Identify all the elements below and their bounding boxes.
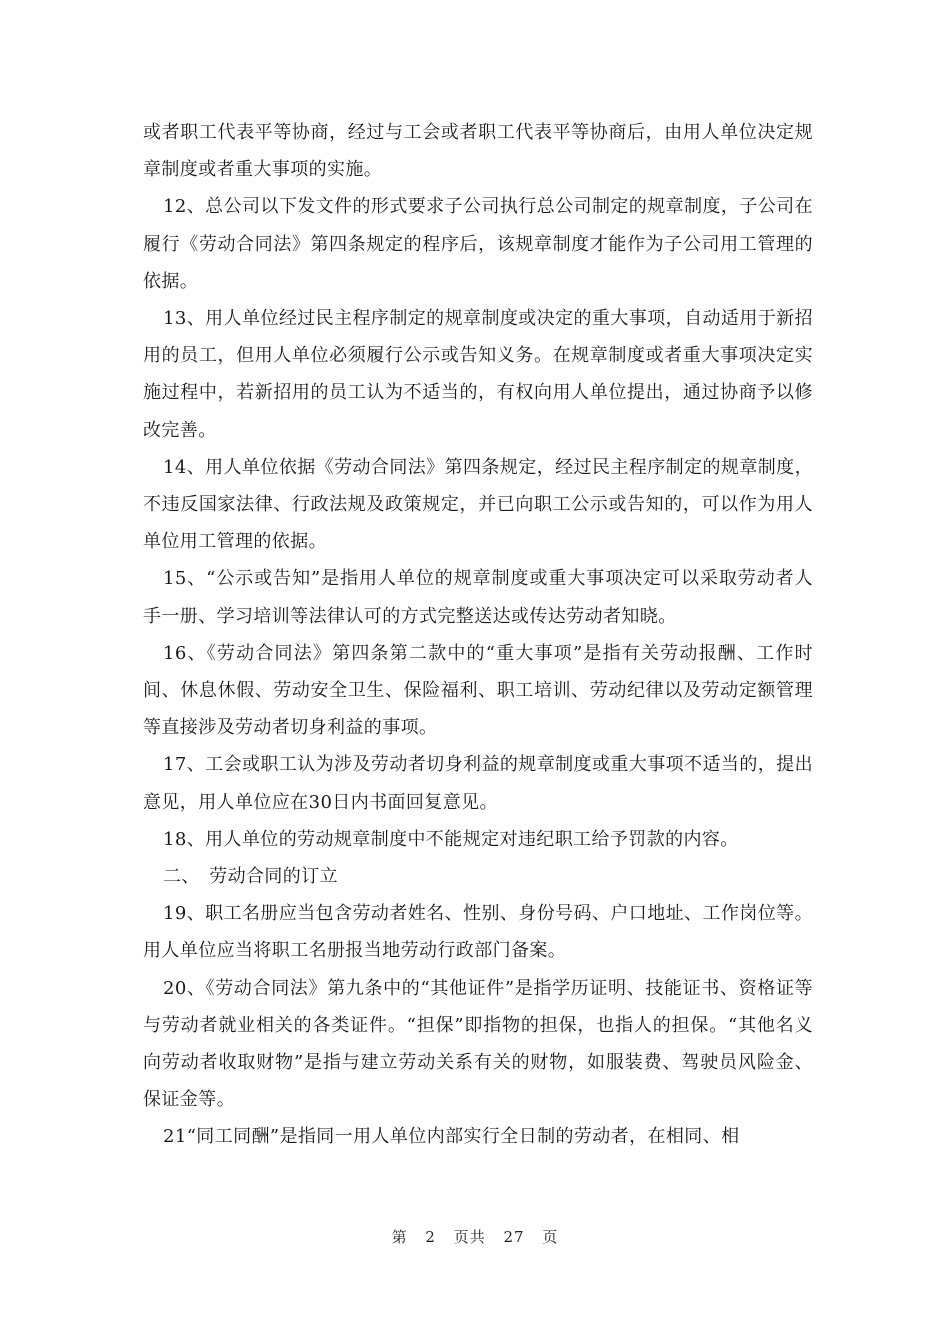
- paragraph-item-14: 14、用人单位依据《劳动合同法》第四条规定，经过民主程序制定的规章制度，不违反国家法律、行政法规及政策规定，并已向职工公示或告知的，可以作为用人单位用工管理的依据。: [143, 456, 813, 553]
- paragraph-item-13: 13、用人单位经过民主程序制定的规章制度或决定的重大事项，自动适用于新招用的员工，但用人单位必须履行公示或告知义务。在规章制度或者重大事项决定实施过程中，若新招用的员工认为不适当的，有权向用人单位提出，通过协商予以修改完善。: [143, 308, 813, 441]
- footer-prefix: 第: [391, 1228, 408, 1246]
- paragraph-item-17: 17、工会或职工认为涉及劳动者切身利益的规章制度或重大事项不适当的，提出意见，用人单位应在30日内书面回复意见。: [143, 754, 813, 813]
- footer-total-pages: 27: [503, 1228, 525, 1246]
- footer-suffix: 页: [542, 1228, 559, 1246]
- paragraph-continuation: 或者职工代表平等协商，经过与工会或者职工代表平等协商后，由用人单位决定规章制度或者重大事项的实施。: [143, 122, 813, 181]
- paragraph-item-21: 21“同工同酬”是指同一用人单位内部实行全日制的劳动者，在相同、相: [163, 1126, 740, 1148]
- paragraph-item-15: 15、“公示或告知”是指用人单位的规章制度或重大事项决定可以采取劳动者人手一册、学习培训等法律认可的方式完整送达或传达劳动者知晓。: [143, 568, 813, 627]
- page-footer: [0, 1226, 950, 1247]
- document-body: [143, 114, 813, 1156]
- section-heading: 二、 劳动合同的订立: [163, 866, 338, 888]
- footer-middle: 页共: [453, 1228, 486, 1246]
- paragraph-item-16: 16、《劳动合同法》第四条第二款中的“重大事项”是指有关劳动报酬、工作时间、休息休假、劳动安全卫生、保险福利、职工培训、劳动纪律以及劳动定额管理等直接涉及劳动者切身利益的事项。: [143, 642, 813, 739]
- paragraph-item-19: 19、职工名册应当包含劳动者姓名、性别、身份号码、户口地址、工作岗位等。用人单位应当将职工名册报当地劳动行政部门备案。: [143, 903, 813, 962]
- paragraph-item-20: 20、《劳动合同法》第九条中的“其他证件”是指学历证明、技能证书、资格证等与劳动者就业相关的各类证件。“担保”即指物的担保，也指人的担保。“其他名义向劳动者收取财物”是指与建立劳动关系有关的财物，如服装费、驾驶员风险金、保证金等。: [143, 977, 813, 1111]
- paragraph-item-12: 12、总公司以下发文件的形式要求子公司执行总公司制定的规章制度，子公司在履行《劳动合同法》第四条规定的程序后，该规章制度才能作为子公司用工管理的依据。: [143, 196, 813, 292]
- paragraph-item-18: 18、用人单位的劳动规章制度中不能规定对违纪职工给予罚款的内容。: [163, 828, 739, 850]
- footer-page-number: 2: [425, 1228, 436, 1246]
